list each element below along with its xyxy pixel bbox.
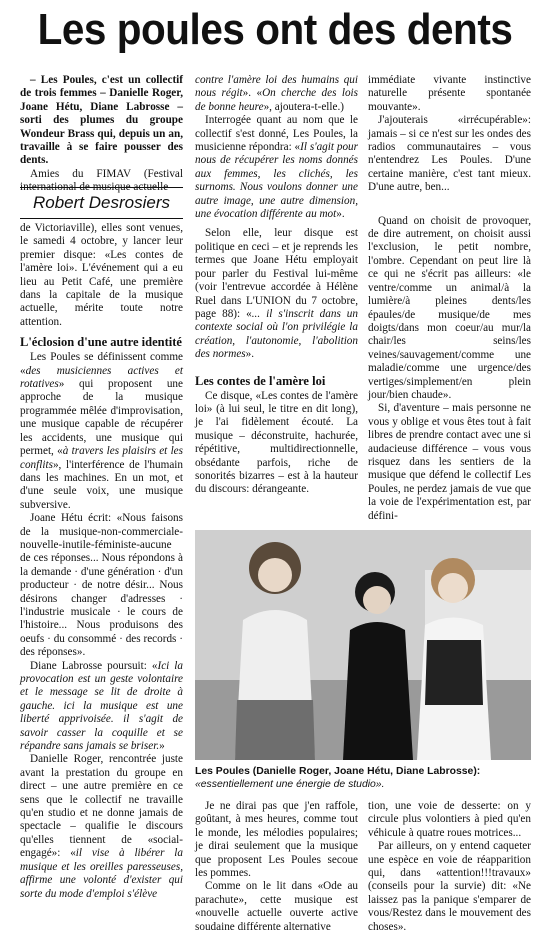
paragraph: Joane Hétu écrit: «Nous faisons de la musique-non-commerciale-nouvelle-inutile-féministe-aucune de ces réponses... Nous répondons à la demande · d'une génération · d'un producteur · de notre désir... Nous désirons changer d'adresses · l'industrie musicale · le cours de l'histoire... Nous produisons des oeufs · du consommé · des records · des réponses». — [20, 512, 183, 659]
paragraph: Si, d'aventure – mais personne ne vous y oblige et vous êtes tout à fait libres de prendre contact avec une si audacieuse différence – vous vous risquez dans les sentiers de la musique que défend le collectif Les Poules, ne perdez jamais de vue que la voie de l'expérimentation est, par défini- — [368, 402, 531, 522]
column-1-continued — [20, 222, 183, 901]
paragraph: Danielle Roger, rencontrée juste avant la prestation du groupe en direct – une autre première en ce sens que le collectif ne travaille qu'en studio et ne donne jamais de spectacle – qualifie le discours qu'elles tiennent de «social-engagé»: «il vise à libérer la musique et les oreilles paresseuses, affirme une volonté d'exister qui sorte du mode d'emploi s'élève — [20, 753, 183, 900]
paragraph: J'ajouterais «irrécupérable»: jamais – si ce n'est sur les ondes des radios communautaires – vous n'entendrez Les Poules. D'une certaine manière, c'est tant mieux. D'une autre, ben... — [368, 114, 531, 194]
paragraph: immédiate vivante instinctive naturelle présente spontanée mouvante». — [368, 74, 531, 113]
paragraph: de Victoriaville), elles sont venues, le samedi 4 octobre, y lancer leur premier disque: «Les contes de l'amère loi». L'événement qui a eu lieu au Petit Café, une première dans la capitale de la musique actuelle, mérite toute notre attention. — [20, 222, 183, 328]
column-1 — [20, 74, 183, 195]
column-2 — [195, 74, 358, 497]
paragraph: Quand on choisit de provoquer, de dire autrement, on choisit aussi l'exclusion, le petit nombre, l'ombre. Cependant on peut lire là ce qui ne s'écrit pas ailleurs: «le ventre/comme un animal/à la lumière/à pleines dents/les épaules/de musique/de mes doigts/dans mon coeur/au mur/la chair/les seins/les veines/sauvagement/comme une maladie/comme une urgence/des vertiges/simplement/en plein jour/bien chaude». — [368, 214, 531, 401]
paragraph: Par ailleurs, on y entend caqueter une espèce en voie de réapparition qui, dans «attention!!!travaux» (conseils pour la survie) dit: «Ne laissez pas la panique s'emparer de vous/Restez dans le mouvement des choses». — [368, 840, 531, 933]
section-heading: L'éclosion d'une autre identité — [20, 335, 182, 350]
paragraph: tion, une voie de desserte: on y circule plus volontiers à pied qu'en véhicule à quatre roues motrices... — [368, 800, 531, 839]
paragraph: Comme on le lit dans «Ode au parachute», cette musique est «nouvelle actuelle ouverte active soudaine différente alternative — [195, 880, 358, 933]
lead-paragraph: – Les Poules, c'est un collectif de trois femmes – Danielle Roger, Joane Hétu, Diane Labrosse – sorti des plumes du groupe Wondeur Brass qui, depuis un an, travaille à se faire pousser des dents. — [20, 74, 183, 167]
byline: Robert Desrosiers — [20, 187, 183, 219]
group-photo — [195, 530, 531, 760]
paragraph: Amies du FIMAV (Festival international de musique actuelle — [20, 167, 183, 194]
headline: Les poules ont des dents — [37, 5, 513, 54]
photo-illustration — [195, 530, 531, 760]
paragraph: contre l'amère loi des humains qui nous régit». «On cherche des lois de bonne heure», ajoutera-t-elle.) — [195, 74, 359, 113]
column-2-bottom — [195, 800, 358, 934]
column-3 — [368, 74, 531, 523]
paragraph: Interrogée quant au nom que le collectif s'est donné, Les Poules, la musicienne répondra: «Il s'agit pour nous de récupérer les noms donnés aux femmes, les clichés, les surnoms. Nous voulons donner une autre image, une autre dimension, une évocation différente au mot». — [195, 114, 358, 221]
paragraph: Selon elle, leur disque est politique en ceci – et je reprends les termes que Joane Hétu employait pour parler du Festival lui-même (voir l'entrevue accordée à Hélène Ruel dans L'UNION du 7 octobre, page 88): «... il s'inscrit dans un contexte social où l'on privilégie la création, l'autonomie, l'abolition des normes». — [195, 227, 358, 361]
paragraph: Diane Labrosse poursuit: «Ici la provocation est un geste volontaire et le message se lit de droite à gauche. ici la musique est une liberté apprivoisée. il s'agit de savoir casser la coquille et se répandre sans jamais se briser.» — [20, 659, 183, 753]
paragraph: Ce disque, «Les contes de l'amère loi» (à lui seul, le titre en dit long), je l'ai fidèlement écouté. La musique – déconstruite, hachurée, répétitive, multidirectionnelle, obsédante parfois, riche de sonorités bizarres – est à la hauteur du discours: dérangeante. — [195, 389, 358, 496]
photo-caption: Les Poules (Danielle Roger, Joane Hétu, Diane Labrosse): «essentiellement une énergie de studio». — [195, 766, 481, 790]
column-3-bottom — [368, 800, 531, 934]
paragraph: Les Poules se définissent comme «des musiciennes actives et rotatives» qui proposent une approche de la musique programmée mêlée d'improvisation, une musique capable de récupérer les accidents, une musique qui permet, «à travers les plaisirs et les conflits», l'interférence de l'humain dans les machines. En un mot, et d'une seule voix, une musique subversive. — [20, 351, 183, 511]
paragraph: Je ne dirai pas que j'en raffole, goûtant, à mes heures, comme tout le monde, les mélodies populaires; je dirai seulement que la musique que proposent Les Poules secoue les pommes. — [195, 800, 358, 880]
section-heading: Les contes de l'amère loi — [195, 373, 326, 388]
